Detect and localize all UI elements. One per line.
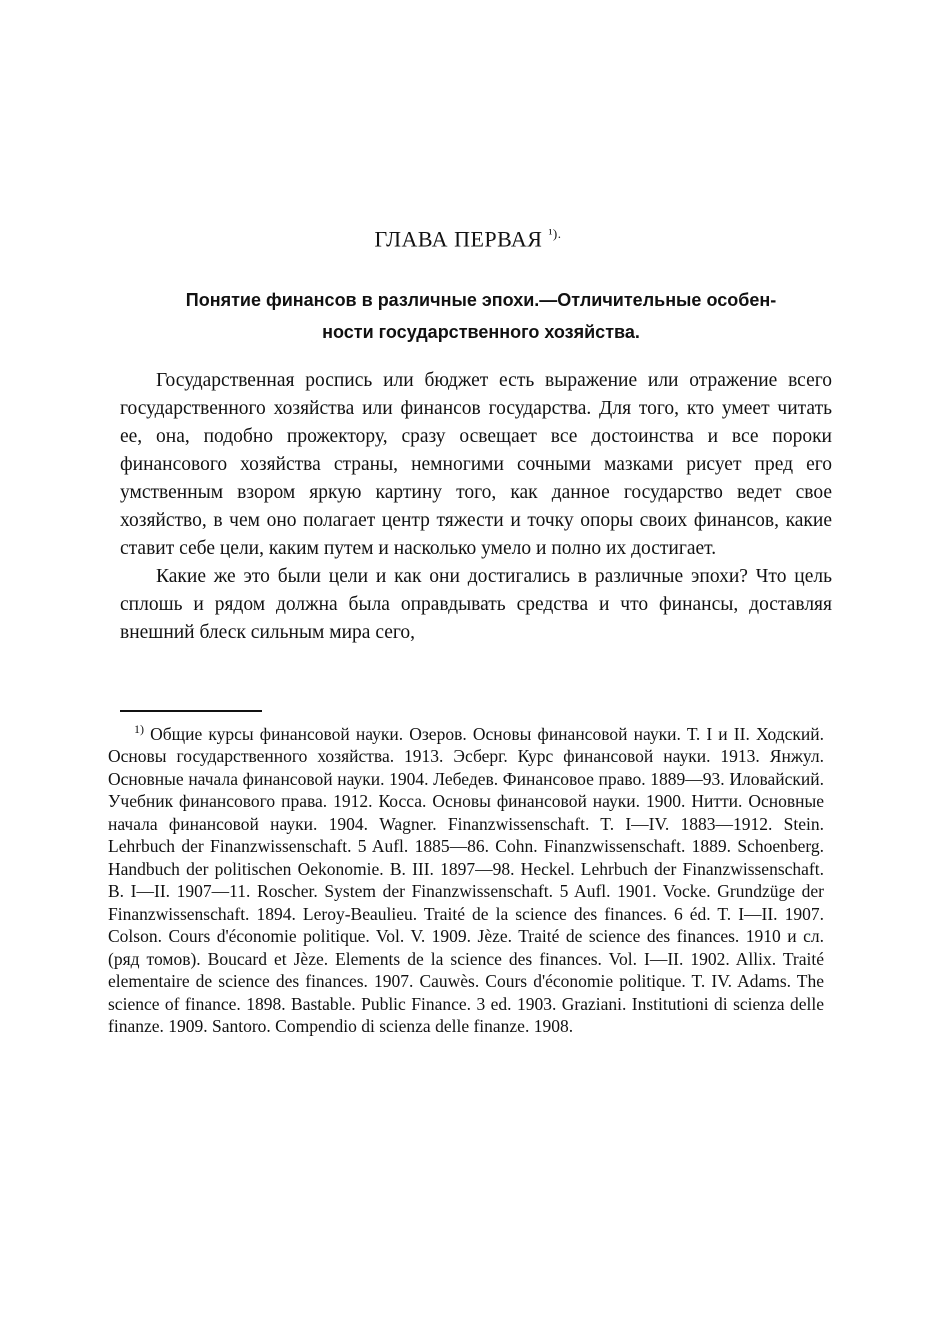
footnote	[108, 718, 824, 1038]
footnote-marker: 1)	[134, 722, 144, 736]
subtitle-line-2: ности государственного хозяйства.	[322, 322, 640, 342]
paragraph-1: Государственная роспись или бюджет есть выражение или отражение всего государственного хозяйства или финансов государства. Для того, кто умеет читать ее, она, подобно прожектору, сразу освещает все достоинства и все пороки финансового хозяйства страны, немногими сочными мазками рисует пред его умственным взором яркую картину того, как данное государство ведет свое хозяйство, в чем оно полагает центр тяжести и точку опоры своих финансов, какие ставит себе цели, каким путем и насколько умело и полно их достигает.	[120, 370, 832, 559]
footnote-text: Общие курсы финансовой науки. Озеров. Основы финансовой науки. Т. I и II. Ходский. Основы государственного хозяйства. 1913. Эсберг. Курс финансовой науки. 1913. Янжул. Основные начала финансовой науки. 1904. Лебедев. Финансовое право. 1889—93. Иловайский. Учебник финансового права. 1912. Косса. Основы финансовой науки. 1900. Нитти. Основные начала финансовой науки. 1904. Wagner. Finanzwissenschaft. T. I—IV. 1883—1912. Stein. Lehrbuch der Finanzwissenschaft. 5 Aufl. 1885—86. Cohn. Finanzwissenschaft. 1889. Schoenberg. Handbuch der politischen Oekonomie. B. III. 1897—98. Heckel. Lehrbuch der Finanzwissenschaft. B. I—II. 1907—11. Roscher. System der Finanzwissenschaft. 5 Aufl. 1901. Vocke. Grundzüge der Finanzwissenschaft. 1894. Leroy-Beaulieu. Traité de la science des finances. 6 éd. T. I—II. 1907. Colson. Cours d'économie politique. Vol. V. 1909. Jèze. Traité de science des finances. 1910 и сл. (ряд томов). Boucard et Jèze. Elements de la science des finances. Vol. I—II. 1902. Allix. Traité elementaire de science des finances. 1907. Cauwès. Cours d'économie politique. T. IV. Adams. The science of finance. 1898. Bastable. Public Finance. 3 ed. 1903. Graziani. Institutioni di scienza delle finanze. 1909. Santoro. Compendio di scienza delle finanze. 1908.	[108, 723, 825, 1037]
chapter-title: ГЛАВА ПЕРВАЯ	[374, 226, 543, 252]
chapter-footnote-marker: ¹).	[548, 226, 562, 241]
main-text	[120, 367, 832, 647]
subtitle-line-1: Понятие финансов в различные эпохи.—Отличительные особен-	[185, 290, 777, 310]
chapter-subtitle	[138, 284, 824, 348]
chapter-heading	[0, 226, 936, 252]
footnote-divider	[120, 710, 262, 712]
paragraph-2: Какие же это были цели и как они достигались в различные эпохи? Что цель сплошь и рядом должна была оправдывать средства и что финансы, доставляя внешний блеск сильным мира сего,	[120, 566, 832, 643]
